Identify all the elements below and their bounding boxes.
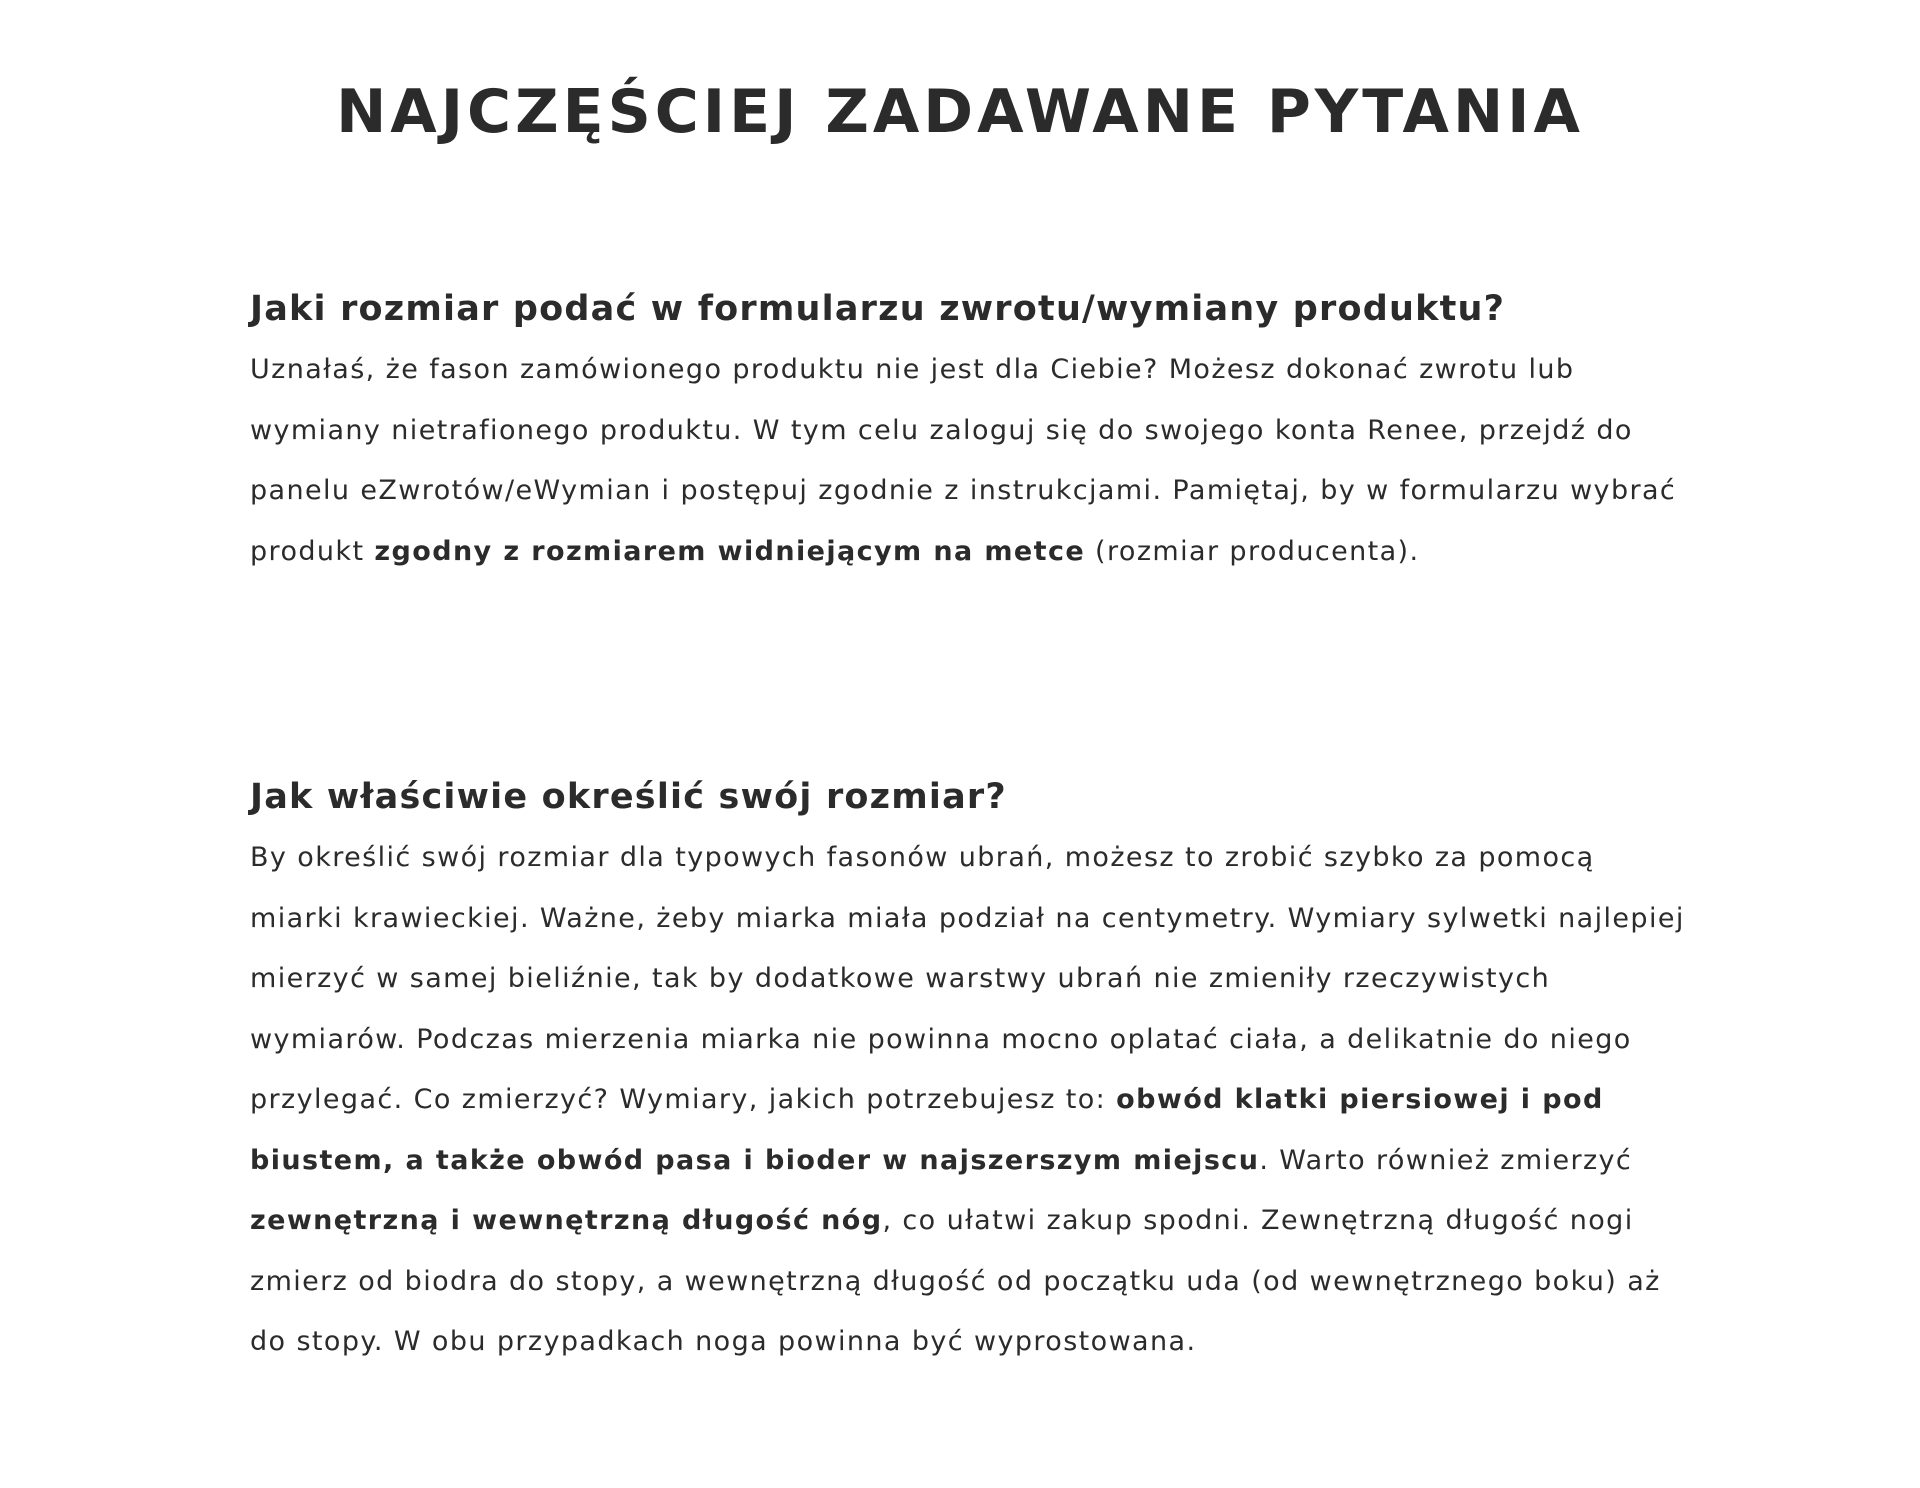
faq-answer-text: Uznałaś, że fason zamówionego produktu nie jest dla Ciebie? Możesz dokonać zwrotu lub wymiany nietrafionego produktu. W tym celu zaloguj się do swojego konta Renee, przejdź do panelu eZwrotów/eWymian i postępuj zgodnie z instrukcjami. Pamiętaj, by w formularzu wybrać produkt <box>250 354 1677 567</box>
faq-item-return-size <box>250 284 1690 582</box>
faq-answer <box>250 340 1690 582</box>
faq-answer-emphasis: zgodny z rozmiarem widniejącym na metce <box>374 535 1086 567</box>
faq-answer-text: By określić swój rozmiar dla typowych fasonów ubrań, możesz to zrobić szybko za pomocą miarki krawieckiej. Ważne, żeby miarka miała podział na centymetry. Wymiary sylwetki najlepiej mierzyć w samej bieliźnie, tak by dodatkowe warstwy ubrań nie zmieniły rzeczywistych wymiarów. Podczas mierzenia miarka nie powinna mocno oplatać ciała, a delikatnie do niego przylegać. Co zmierzyć? Wymiary, jakich potrzebujesz to: <box>250 842 1685 1115</box>
faq-answer-text: . Warto również zmierzyć <box>1259 1144 1633 1176</box>
faq-answer-emphasis: obwód klatki piersiowej i pod biustem, a także obwód pasa i bioder w najszerszym miejscu <box>250 1084 1604 1176</box>
faq-question: Jaki rozmiar podać w formularzu zwrotu/wymiany produktu? <box>250 289 1506 329</box>
faq-question: Jak właściwie określić swój rozmiar? <box>250 777 1007 817</box>
faq-answer-text: (rozmiar producenta). <box>1085 535 1420 567</box>
faq-item-determine-size <box>250 772 1690 1373</box>
faq-answer <box>250 828 1690 1373</box>
page-title: NAJCZĘŚCIEJ ZADAWANE PYTANIA <box>336 77 1584 147</box>
faq-answer-emphasis: zewnętrzną i wewnętrzną długość nóg <box>250 1205 883 1236</box>
faq-answer-text: , co ułatwi zakup spodni. Zewnętrzną długość nogi zmierz od biodra do stopy, a wewnętrzną długość od początku uda (od wewnętrznego boku) aż do stopy. W obu przypadkach noga powinna być wyprostowana. <box>250 1205 1661 1357</box>
